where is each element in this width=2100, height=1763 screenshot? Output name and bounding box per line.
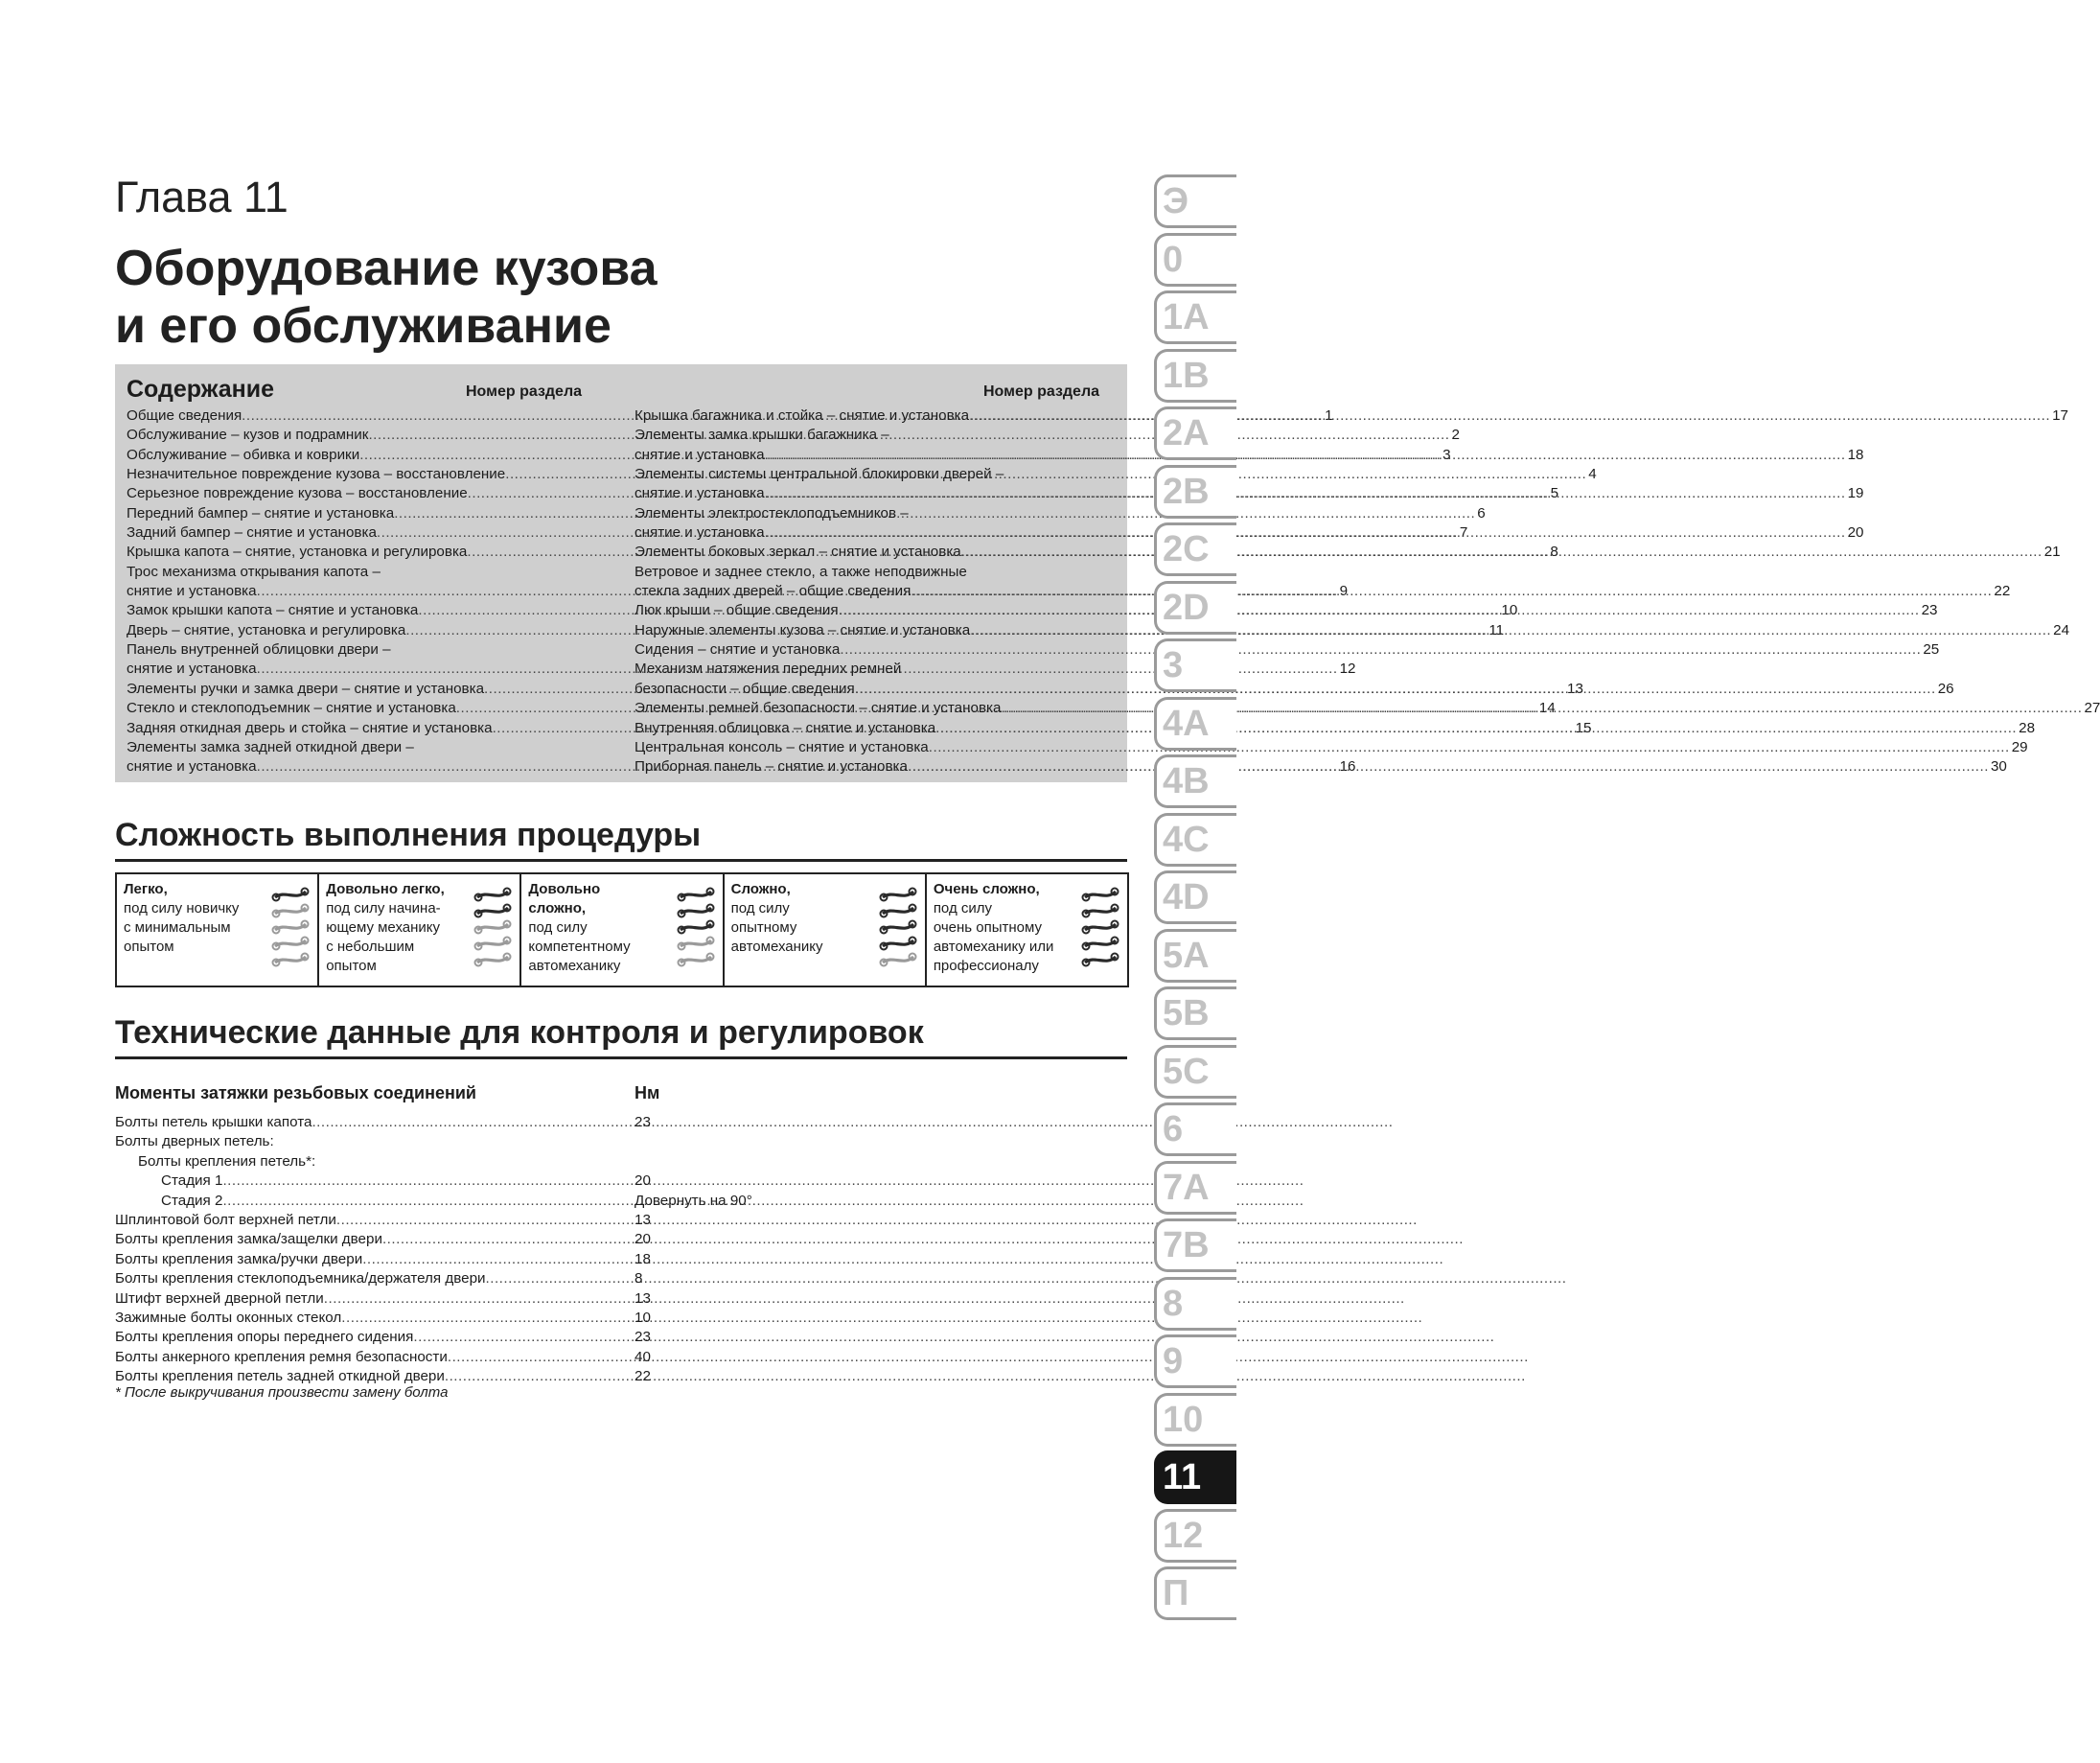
torque-row-label-wrap <box>115 1348 602 1367</box>
torque-row-value: 22 <box>635 1368 651 1385</box>
difficulty-level <box>925 874 1127 986</box>
wrench-mark <box>273 889 309 901</box>
torque-row <box>115 1152 863 1171</box>
torque-row-label: Болты крепления замка/ручки двери <box>115 1250 363 1267</box>
toc-entry-title: Люк крыши – общие сведения <box>635 602 839 619</box>
wrench-mark <box>475 889 511 901</box>
difficulty-level-description: под силу новичку с минимальным опытом <box>124 900 240 955</box>
difficulty-level-title: Сложно, <box>730 881 791 897</box>
chapter-tab[interactable]: 7A <box>1154 1161 1236 1215</box>
toc-entry-title: Приборная панель – снятие и установка <box>635 758 908 776</box>
chapter-tab[interactable]: 2A <box>1154 406 1236 460</box>
wrench-mark <box>678 889 713 901</box>
torque-row-label: Шплинтовой болт верхней петли <box>115 1211 336 1228</box>
chapter-tab[interactable]: 2D <box>1154 581 1236 635</box>
toc-leader-dots <box>911 582 1992 601</box>
difficulty-level-description: под силу начина- ющему механику с небольшим опытом <box>326 900 441 974</box>
torque-row-label-wrap <box>115 1269 602 1288</box>
toc-entry-number: 7 <box>1459 524 1468 542</box>
toc-entry-number: 8 <box>1550 544 1558 561</box>
difficulty-title: Сложность выполнения процедуры <box>115 817 702 853</box>
toc-entry[interactable] <box>635 426 1116 445</box>
toc-entry-title: снятие и установка <box>127 758 257 776</box>
wrench-mark <box>475 905 511 917</box>
toc-entry-number: 19 <box>1847 485 1864 502</box>
toc-entry-title: снятие и установка <box>635 524 765 542</box>
torque-leader-dots <box>445 1367 1526 1386</box>
difficulty-level-description: под силу опытному автомеханику <box>730 900 823 955</box>
wrench-icon-3 <box>677 882 715 976</box>
torque-row-label-wrap <box>115 1152 602 1171</box>
toc-entry-title: Стекло и стеклоподъемник – снятие и установка <box>127 700 456 717</box>
torque-row-value: 23 <box>635 1114 651 1130</box>
toc-entry[interactable] <box>635 563 1116 582</box>
toc-entry[interactable] <box>635 446 1864 465</box>
torque-row-value: 8 <box>635 1270 643 1287</box>
toc-entry-number: 10 <box>1501 602 1518 619</box>
contents-heading: Содержание <box>127 376 275 403</box>
difficulty-level-title: Легко, <box>124 881 168 897</box>
difficulty-rule <box>115 859 1127 862</box>
toc-entry-number: 11 <box>1488 621 1505 638</box>
wrench-icon-2 <box>473 882 512 976</box>
torque-row-value: Довернуть на 90° <box>635 1192 752 1209</box>
toc-leader-dots <box>765 446 1846 465</box>
toc-entry-title: снятие и установка <box>127 583 257 600</box>
toc-entry[interactable] <box>635 484 1864 503</box>
torque-heading: Моменты затяжки резьбовых соединений <box>115 1083 476 1102</box>
chapter-tab[interactable]: 1B <box>1154 349 1236 403</box>
chapter-tab[interactable]: 1A <box>1154 290 1236 344</box>
wrench-mark <box>880 938 915 950</box>
wrench-mark <box>273 954 309 966</box>
torque-row-label-wrap <box>115 1230 602 1249</box>
wrench-mark <box>1083 938 1119 950</box>
torque-row <box>115 1309 863 1328</box>
difficulty-scale <box>115 872 1129 987</box>
chapter-tab[interactable]: 5A <box>1154 929 1236 983</box>
toc-leader-dots <box>840 640 1921 660</box>
toc-entry[interactable] <box>635 738 2028 757</box>
toc-entry-title: Крышка капота – снятие, установка и регулировка <box>127 544 468 561</box>
torque-row-value: 20 <box>635 1231 651 1248</box>
difficulty-text <box>731 880 875 957</box>
wrench-mark <box>880 954 915 966</box>
torque-leader-dots <box>341 1309 1422 1328</box>
chapter-title-line1: Оборудование кузова <box>115 241 658 296</box>
toc-entry-number: 20 <box>1847 524 1864 542</box>
toc-entry-title: Серьезное повреждение кузова – восстановление <box>127 485 468 502</box>
torque-row <box>115 1113 863 1132</box>
toc-entry-number: 18 <box>1847 446 1864 463</box>
torque-row-label-wrap <box>115 1211 602 1230</box>
torque-row <box>115 1289 863 1309</box>
torque-row <box>115 1269 863 1288</box>
toc-entry-number: 23 <box>1921 602 1938 619</box>
torque-row-value: 13 <box>635 1211 651 1228</box>
toc-entry-title: Дверь – снятие, установка и регулировка <box>127 621 406 638</box>
torque-row-label: Болты крепления опоры переднего сидения <box>115 1329 414 1346</box>
chapter-tab[interactable]: 7B <box>1154 1218 1236 1272</box>
chapter-tab[interactable]: 2C <box>1154 522 1236 576</box>
toc-leader-dots <box>765 523 1846 543</box>
toc-entry-title: Элементы электростеклоподъемников – <box>635 504 909 522</box>
toc-entry-title: Внутренняя облицовка – снятие и установка <box>635 719 936 736</box>
toc-leader-dots <box>935 719 2017 738</box>
torque-row-label-wrap <box>115 1192 602 1211</box>
torque-row <box>115 1132 863 1151</box>
torque-leader-dots <box>362 1250 1443 1269</box>
wrench-mark <box>1083 921 1119 934</box>
toc-entry-number: 1 <box>1325 407 1333 424</box>
difficulty-text <box>124 880 267 957</box>
chapter-tab[interactable]: 6 <box>1154 1102 1236 1156</box>
torque-row-label: Болты дверных петель: <box>115 1133 274 1150</box>
torque-row-label-wrap <box>115 1250 602 1269</box>
toc-entry-title: Ветровое и заднее стекло, а также неподвижные <box>635 563 967 580</box>
toc-entry-title: Панель внутренней облицовки двери – <box>127 641 391 659</box>
toc-entry-title: Элементы боковых зеркал – снятие и установка <box>635 544 961 561</box>
torque-row-label: Стадия 1 <box>161 1172 223 1190</box>
toc-entry-title: Задний бампер – снятие и установка <box>127 524 377 542</box>
torque-row-label: Зажимные болты оконных стекол <box>115 1309 342 1326</box>
torque-leader-dots <box>486 1269 1567 1288</box>
toc-leader-dots <box>929 738 2010 757</box>
torque-row-value: 20 <box>635 1172 651 1190</box>
toc-entry-title: Замок крышки капота – снятие и установка <box>127 602 419 619</box>
toc-entry-title: Обслуживание – обивка и коврики <box>127 446 360 463</box>
toc-entry-title: Обслуживание – кузов и подрамник <box>127 427 369 444</box>
difficulty-level-description: под силу компетентному автомеханику <box>528 919 631 974</box>
torque-row-label: Болты петель крышки капота <box>115 1114 312 1130</box>
torque-leader-dots <box>448 1348 1529 1367</box>
toc-entry-number: 6 <box>1477 504 1486 522</box>
difficulty-level-title: Очень сложно, <box>933 881 1040 897</box>
torque-footnote: * После выкручивания произвести замену болта <box>115 1384 449 1401</box>
torque-row-label: Болты крепления замка/защелки двери <box>115 1231 382 1248</box>
toc-entry-title: Механизм натяжения передних ремней <box>635 661 902 678</box>
torque-table <box>115 1113 863 1386</box>
toc-entry-title: Трос механизма открывания капота – <box>127 563 381 580</box>
toc-entry-title: Передний бампер – снятие и установка <box>127 504 395 522</box>
torque-leader-dots <box>324 1289 1405 1309</box>
torque-row-value: 13 <box>635 1289 651 1307</box>
torque-row <box>115 1230 863 1249</box>
toc-entry-title: Задняя откидная дверь и стойка – снятие и установка <box>127 719 493 736</box>
chapter-title <box>115 240 658 355</box>
chapter-tab[interactable]: 10 <box>1154 1393 1236 1447</box>
toc-entry-number: 16 <box>1339 758 1356 776</box>
toc-entry-number: 25 <box>1923 641 1940 659</box>
toc-entry-number: 4 <box>1588 466 1597 483</box>
torque-row <box>115 1348 863 1367</box>
toc-entry[interactable] <box>127 640 608 660</box>
chapter-tab[interactable]: 4B <box>1154 754 1236 808</box>
chapter-tab[interactable]: 4D <box>1154 870 1236 924</box>
toc-entry-number: 15 <box>1575 719 1592 736</box>
chapter-tab[interactable]: 4C <box>1154 813 1236 867</box>
toc-entry-number: 14 <box>1538 700 1556 717</box>
technical-rule <box>115 1056 1127 1059</box>
toc-leader-dots <box>855 680 1936 699</box>
toc-entry-number: 26 <box>1937 680 1954 697</box>
wrench-icon-1 <box>271 882 310 976</box>
chapter-tab[interactable]: 4A <box>1154 697 1236 751</box>
wrench-icon-5 <box>1081 882 1119 976</box>
toc-entry-title: снятие и установка <box>635 485 765 502</box>
toc-entry-number: 21 <box>2043 544 2061 561</box>
toc-entry-title: снятие и установка <box>127 661 257 678</box>
wrench-mark <box>273 921 309 934</box>
toc-leader-dots <box>908 757 1989 777</box>
toc-entry-title: Общие сведения <box>127 407 242 424</box>
wrench-mark <box>678 938 713 950</box>
toc-entry[interactable] <box>635 504 1116 523</box>
toc-entry-number: 24 <box>2053 621 2070 638</box>
wrench-mark <box>678 905 713 917</box>
toc-entry-title: Незначительное повреждение кузова – восстановление <box>127 466 506 483</box>
torque-row-value: 40 <box>635 1348 651 1365</box>
toc-entry-title: снятие и установка <box>635 446 765 463</box>
wrench-mark <box>880 921 915 934</box>
chapter-title-line2: и его обслуживание <box>115 298 612 354</box>
toc-entry-number: 13 <box>1567 680 1583 697</box>
torque-row <box>115 1171 863 1191</box>
contents-col-heading-left: Номер раздела <box>466 383 583 400</box>
wrench-mark <box>880 905 915 917</box>
toc-leader-dots <box>961 543 2042 562</box>
difficulty-level-title: Довольно сложно, <box>528 881 601 916</box>
toc-entry-number: 5 <box>1550 485 1559 502</box>
chapter-tab[interactable]: 3 <box>1154 638 1236 692</box>
toc-entry-title: Сидения – снятие и установка <box>635 641 841 659</box>
torque-row-value: 18 <box>635 1250 651 1267</box>
toc-entry[interactable] <box>635 523 1864 543</box>
toc-entry-number: 29 <box>2011 738 2028 755</box>
torque-row-label-wrap <box>115 1309 602 1328</box>
technical-title: Технические данные для контроля и регулировок <box>115 1014 924 1051</box>
toc-entry[interactable] <box>635 406 2068 426</box>
chapter-label: Глава 11 <box>115 173 288 221</box>
torque-row-label-wrap <box>115 1289 602 1309</box>
torque-leader-dots <box>222 1192 1304 1211</box>
toc-entry[interactable] <box>127 738 608 757</box>
torque-leader-dots <box>336 1211 1418 1230</box>
chapter-tab[interactable]: 2B <box>1154 465 1236 519</box>
toc-entry[interactable] <box>635 660 1116 679</box>
toc-leader-dots <box>839 601 1920 620</box>
torque-row <box>115 1328 863 1347</box>
torque-row <box>115 1250 863 1269</box>
wrench-icon-4 <box>879 882 917 976</box>
wrench-mark <box>475 938 511 950</box>
wrench-mark <box>678 921 713 934</box>
chapter-tab[interactable]: Э <box>1154 174 1236 228</box>
contents-col-heading-right: Номер раздела <box>983 383 1100 400</box>
wrench-mark <box>475 921 511 934</box>
toc-entry-title: безопасности – общие сведения <box>635 680 855 697</box>
toc-entry-title: стекла задних дверей – общие сведения <box>635 583 912 600</box>
difficulty-level-description: под силу очень опытному автомеханику или профессионалу <box>933 900 1054 974</box>
toc-entry-number: 12 <box>1339 661 1356 678</box>
toc-entry-title: Элементы замка задней откидной двери – <box>127 738 414 755</box>
torque-row-label: Стадия 2 <box>161 1192 223 1209</box>
toc-entry-title: Крышка багажника и стойка – снятие и установка <box>635 407 970 424</box>
torque-row <box>115 1211 863 1230</box>
toc-entry-number: 22 <box>1994 583 2011 600</box>
toc-entry-number: 27 <box>2084 700 2100 717</box>
wrench-mark <box>273 905 309 917</box>
torque-leader-dots <box>222 1171 1304 1191</box>
torque-row-label-wrap <box>115 1171 602 1191</box>
toc-leader-dots <box>970 621 2051 640</box>
toc-entry-title: Элементы ремней безопасности – снятие и установка <box>635 700 1002 717</box>
toc-entry-title: Элементы замка крышки багажника – <box>635 427 889 444</box>
wrench-mark <box>1083 905 1119 917</box>
chapter-tab[interactable]: 8 <box>1154 1277 1236 1331</box>
toc-leader-dots <box>765 484 1846 503</box>
torque-row-label: Штифт верхней дверной петли <box>115 1289 324 1307</box>
difficulty-text <box>528 880 672 976</box>
toc-entry[interactable] <box>635 543 2061 562</box>
torque-row-value: 23 <box>635 1329 651 1346</box>
toc-entry-number: 30 <box>1990 758 2007 776</box>
toc-entry-title: Элементы системы центральной блокировки дверей – <box>635 466 1004 483</box>
toc-entry-number: 9 <box>1339 583 1349 600</box>
chapter-tab[interactable]: 9 <box>1154 1334 1236 1388</box>
difficulty-level <box>519 874 722 986</box>
wrench-mark <box>678 954 713 966</box>
torque-row-value: 10 <box>635 1309 651 1326</box>
torque-row-label: Болты крепления петель*: <box>138 1152 316 1170</box>
toc-entry[interactable] <box>635 640 1940 660</box>
difficulty-level <box>117 874 317 986</box>
torque-row-label: Болты анкерного крепления ремня безопасности <box>115 1348 448 1365</box>
torque-row-label: Болты крепления стеклоподъемника/держателя двери <box>115 1270 486 1287</box>
toc-leader-dots <box>969 406 2050 426</box>
chapter-tab[interactable]: П <box>1154 1566 1236 1620</box>
wrench-mark <box>475 954 511 966</box>
torque-row-label-wrap <box>115 1132 602 1151</box>
toc-entry-number: 3 <box>1442 446 1451 463</box>
toc-entry-title: Элементы ручки и замка двери – снятие и установка <box>127 680 485 697</box>
toc-entry-number: 2 <box>1451 427 1460 444</box>
torque-leader-dots <box>382 1230 1464 1249</box>
wrench-mark <box>1083 954 1119 966</box>
toc-entry-number: 17 <box>2052 407 2068 424</box>
torque-row-label: Болты крепления петель задней откидной двери <box>115 1368 445 1385</box>
toc-entry-title: Центральная консоль – снятие и установка <box>635 738 929 755</box>
toc-entry[interactable] <box>127 563 608 582</box>
toc-entry[interactable] <box>635 582 2011 601</box>
wrench-mark <box>1083 889 1119 901</box>
torque-row-label-wrap <box>115 1328 602 1347</box>
toc-entry-title: Наружные элементы кузова – снятие и установка <box>635 621 971 638</box>
toc-entry[interactable] <box>635 465 1116 484</box>
wrench-mark <box>880 889 915 901</box>
difficulty-level <box>317 874 519 986</box>
difficulty-text <box>934 880 1077 976</box>
difficulty-text <box>326 880 470 976</box>
difficulty-level <box>723 874 925 986</box>
torque-leader-dots <box>413 1328 1494 1347</box>
chapter-tab[interactable]: 11 <box>1154 1450 1236 1504</box>
toc-entry-number: 28 <box>2019 719 2036 736</box>
torque-row-label-wrap <box>115 1113 602 1132</box>
wrench-mark <box>273 938 309 950</box>
difficulty-level-title: Довольно легко, <box>326 881 445 897</box>
torque-unit-heading: Нм <box>635 1083 660 1102</box>
chapter-tab[interactable]: 5B <box>1154 986 1236 1040</box>
chapter-tab[interactable]: 5C <box>1154 1045 1236 1099</box>
chapter-tab[interactable]: 12 <box>1154 1509 1236 1563</box>
torque-row <box>115 1192 863 1211</box>
chapter-tab[interactable]: 0 <box>1154 233 1236 287</box>
toc-entry[interactable] <box>127 523 1468 543</box>
